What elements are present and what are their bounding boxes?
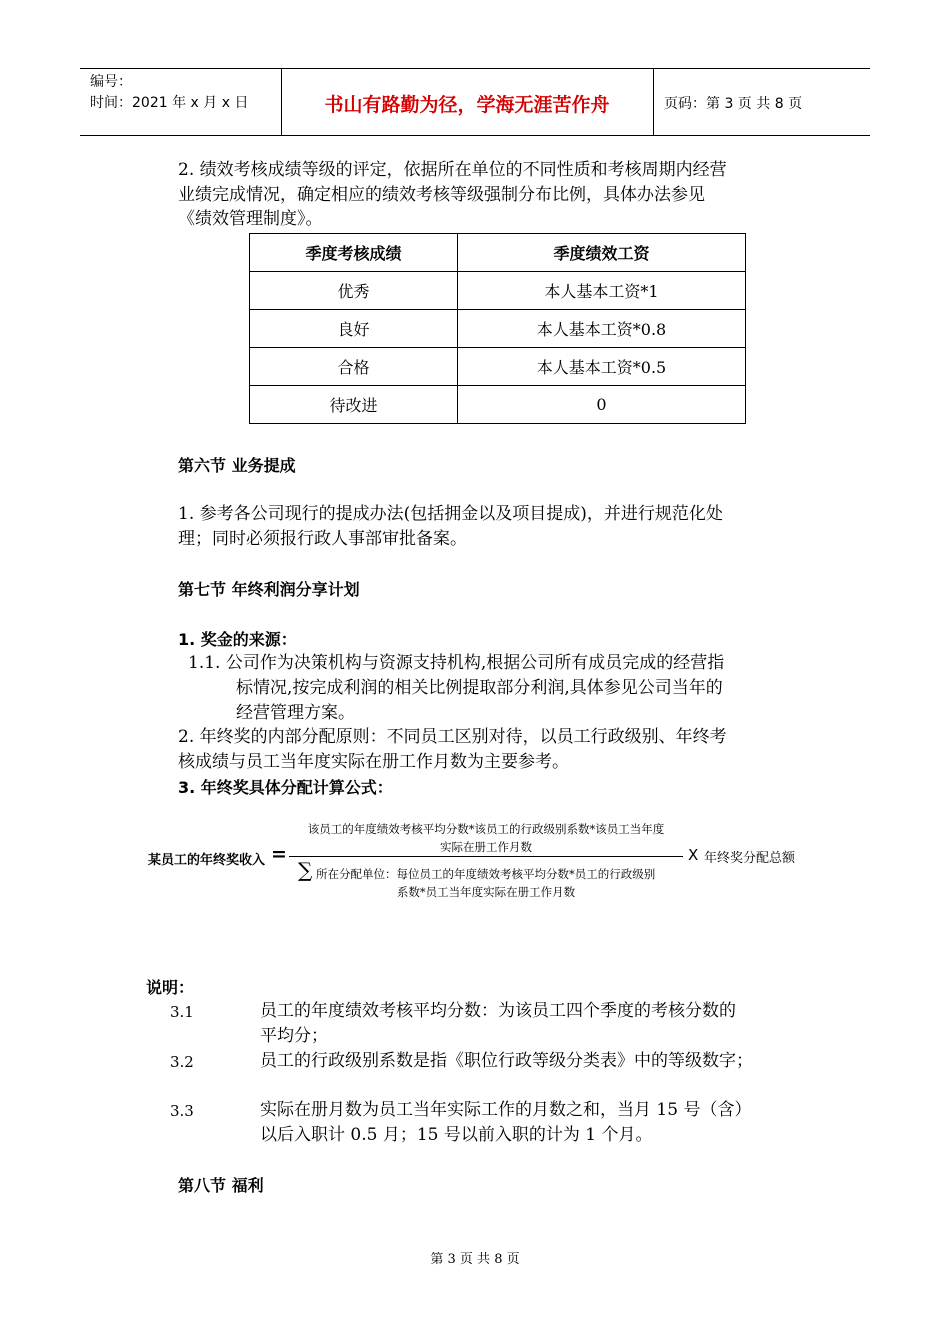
header-divider-right <box>653 68 654 136</box>
grade-table-header: 季度绩效工资 <box>458 234 746 272</box>
section-6-line-2: 理；同时必须报行政人事部审批备案。 <box>178 529 467 549</box>
formula-sigma: ∑ <box>298 858 313 882</box>
header-motto: 书山有路勤为径，学海无涯苦作舟 <box>324 94 610 116</box>
header-number-label: 编号： <box>90 74 132 90</box>
grade-table <box>249 233 746 424</box>
grade-cell: 良好 <box>250 310 458 348</box>
note-number: 3.1 <box>170 1003 194 1021</box>
para-2-line-2: 业绩完成情况，确定相应的绩效考核等级强制分布比例，具体办法参见 <box>178 185 705 205</box>
header-page-label: 页码：第 3 页 共 8 页 <box>664 96 803 112</box>
grade-cell: 待改进 <box>250 386 458 424</box>
page-footer: 第 3 页 共 8 页 <box>430 1252 520 1267</box>
notes-title: 说明： <box>146 978 195 997</box>
note-3-3-line-2: 以后入职计 0.5 月；15 号以前入职的计为 1 个月。 <box>260 1125 653 1145</box>
section-7-item-1-1-line-2: 标情况,按完成利润的相关比例提取部分利润,具体参见公司当年的 <box>236 678 723 698</box>
section-7-item-2-line-2: 核成绩与员工当年度实际在册工作月数为主要参考。 <box>178 752 569 772</box>
note-3-2-line-1: 员工的行政级别系数是指《职位行政等级分类表》中的等级数字； <box>260 1051 753 1071</box>
header-top-rule <box>80 68 870 69</box>
header-time-label: 时间：2021 年 x 月 x 日 <box>90 95 249 111</box>
section-7-item-1-1-line-3: 经营管理方案。 <box>236 703 355 723</box>
formula-rhs: 年终奖分配总额 <box>704 851 796 866</box>
table-row <box>250 272 746 310</box>
formula-fraction-bar <box>289 856 683 857</box>
formula-numerator-line-1: 该员工的年度绩效考核平均分数*该员工的行政级别系数*该员工当年度 <box>307 822 665 836</box>
section-6-title: 第六节 业务提成 <box>178 456 296 475</box>
salary-cell: 0 <box>458 386 746 424</box>
table-row <box>250 310 746 348</box>
table-row <box>250 386 746 424</box>
note-3-1-line-1: 员工的年度绩效考核平均分数：为该员工四个季度的考核分数的 <box>260 1001 736 1021</box>
salary-cell: 本人基本工资*0.8 <box>458 310 746 348</box>
note-3-3-line-1: 实际在册月数为员工当年实际工作的月数之和，当月 15 号（含） <box>260 1100 752 1120</box>
section-7-item-1-1-line-1: 1.1. 公司作为决策机构与资源支持机构,根据公司所有成员完成的经营指 <box>188 653 725 673</box>
formula-denominator-line-1: 所在分配单位：每位员工的年度绩效考核平均分数*员工的行政级别 <box>316 867 656 881</box>
section-8-title: 第八节 福利 <box>178 1176 264 1195</box>
formula-denominator-line-2: 系数*员工当年度实际在册工作月数 <box>396 885 576 899</box>
section-7-title: 第七节 年终利润分享计划 <box>178 580 360 599</box>
grade-cell: 合格 <box>250 348 458 386</box>
salary-cell: 本人基本工资*0.5 <box>458 348 746 386</box>
grade-table-header: 季度考核成绩 <box>250 234 458 272</box>
note-3-1-line-2: 平均分； <box>260 1026 328 1046</box>
section-6-line-1: 1. 参考各公司现行的提成办法(包括拥金以及项目提成)，并进行规范化处 <box>178 504 723 524</box>
para-2-line-3: 《绩效管理制度》。 <box>178 209 323 229</box>
grade-table-header-row <box>250 234 746 272</box>
header-meta <box>90 72 248 114</box>
section-7-item-3-title: 3. 年终奖具体分配计算公式： <box>178 778 393 797</box>
grade-cell: 优秀 <box>250 272 458 310</box>
formula-numerator-line-2: 实际在册工作月数 <box>440 840 532 854</box>
header-bottom-rule <box>80 135 870 136</box>
formula-times: X <box>688 846 699 864</box>
section-7-item-2-line-1: 2. 年终奖的内部分配原则：不同员工区别对待，以员工行政级别、年终考 <box>178 727 727 747</box>
para-2-line-1: 2. 绩效考核成绩等级的评定，依据所在单位的不同性质和考核周期内经营 <box>178 160 727 180</box>
salary-cell: 本人基本工资*1 <box>458 272 746 310</box>
section-7-item-1-title: 1. 奖金的来源： <box>178 630 297 649</box>
formula-lhs: 某员工的年终奖收入 <box>148 853 266 868</box>
note-number: 3.2 <box>170 1053 194 1071</box>
table-row <box>250 348 746 386</box>
note-number: 3.3 <box>170 1102 194 1120</box>
formula-equals: = <box>271 843 287 865</box>
